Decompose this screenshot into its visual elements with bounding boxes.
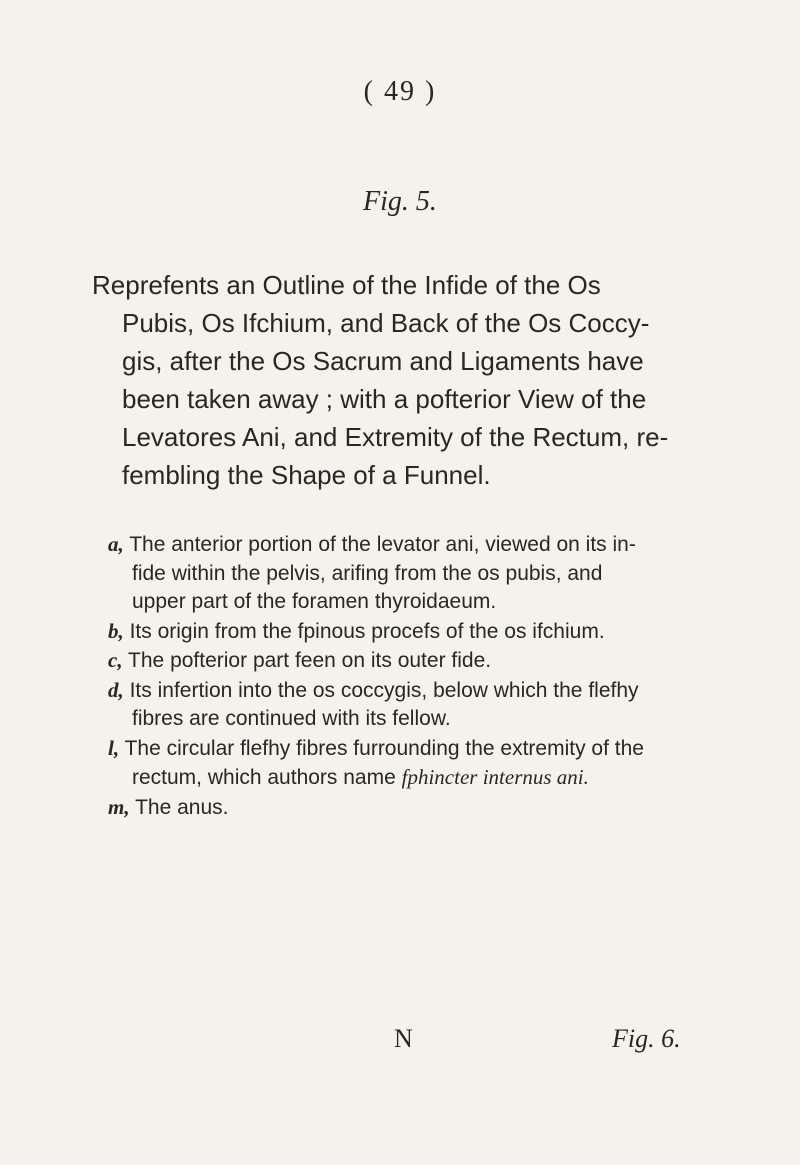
legend-key: c, [108, 648, 123, 672]
description-line: gis, after the Os Sacrum and Ligaments have [122, 346, 644, 376]
signature-mark: N [394, 1024, 413, 1053]
legend-key: d, [108, 677, 124, 702]
legend-text: fibres are continued with its fellow. [132, 707, 451, 730]
legend-entry-m [108, 793, 748, 823]
description-line: been taken away ; with a pofterior View of the [122, 384, 647, 414]
figure-description [92, 266, 732, 494]
legend-latin-term: fphincter internus ani. [401, 765, 589, 789]
description-line: Levatores Ani, and Extremity of the Rectum, re- [122, 422, 669, 452]
legend-key: a, [108, 532, 124, 556]
legend-key: b, [108, 618, 124, 643]
legend-text: The anterior portion of the levator ani, viewed on its in- [129, 533, 636, 556]
legend-text: The circular flefhy fibres furrounding the extremity of the [124, 736, 644, 760]
legend-text: fide within the pelvis, arifing from the os pubis, and [132, 561, 603, 585]
page-number: ( 49 ) [363, 76, 437, 107]
description-line: Pubis, Os Ifchium, and Back of the Os Coccy- [122, 308, 650, 338]
legend-key: l, [108, 735, 120, 760]
legend-text: upper part of the foramen thyroidaeum. [132, 590, 497, 613]
legend-key: m, [108, 794, 130, 819]
catchword: Fig. 6. [612, 1024, 681, 1053]
legend-text: The anus. [135, 795, 229, 819]
page-footer [0, 1024, 800, 1064]
description-line: Reprefents an Outline of the Infide of the Os [92, 270, 601, 300]
legend-entry-l [108, 734, 748, 793]
legend-entry-d [108, 676, 748, 734]
figure-title: Fig. 5. [363, 186, 437, 217]
legend-text: Its infertion into the os coccygis, below which the flefhy [129, 678, 639, 702]
description-line: fembling the Shape of a Funnel. [122, 460, 491, 490]
legend-text: rectum, which authors name [132, 766, 396, 789]
legend-entry-a [108, 530, 748, 617]
legend-entry-c [108, 646, 748, 676]
legend-text: Its origin from the fpinous procefs of the os ifchium. [129, 619, 605, 643]
figure-legend [108, 530, 748, 822]
legend-entry-b [108, 617, 748, 647]
legend-text: The pofterior part feen on its outer fide. [128, 649, 492, 672]
